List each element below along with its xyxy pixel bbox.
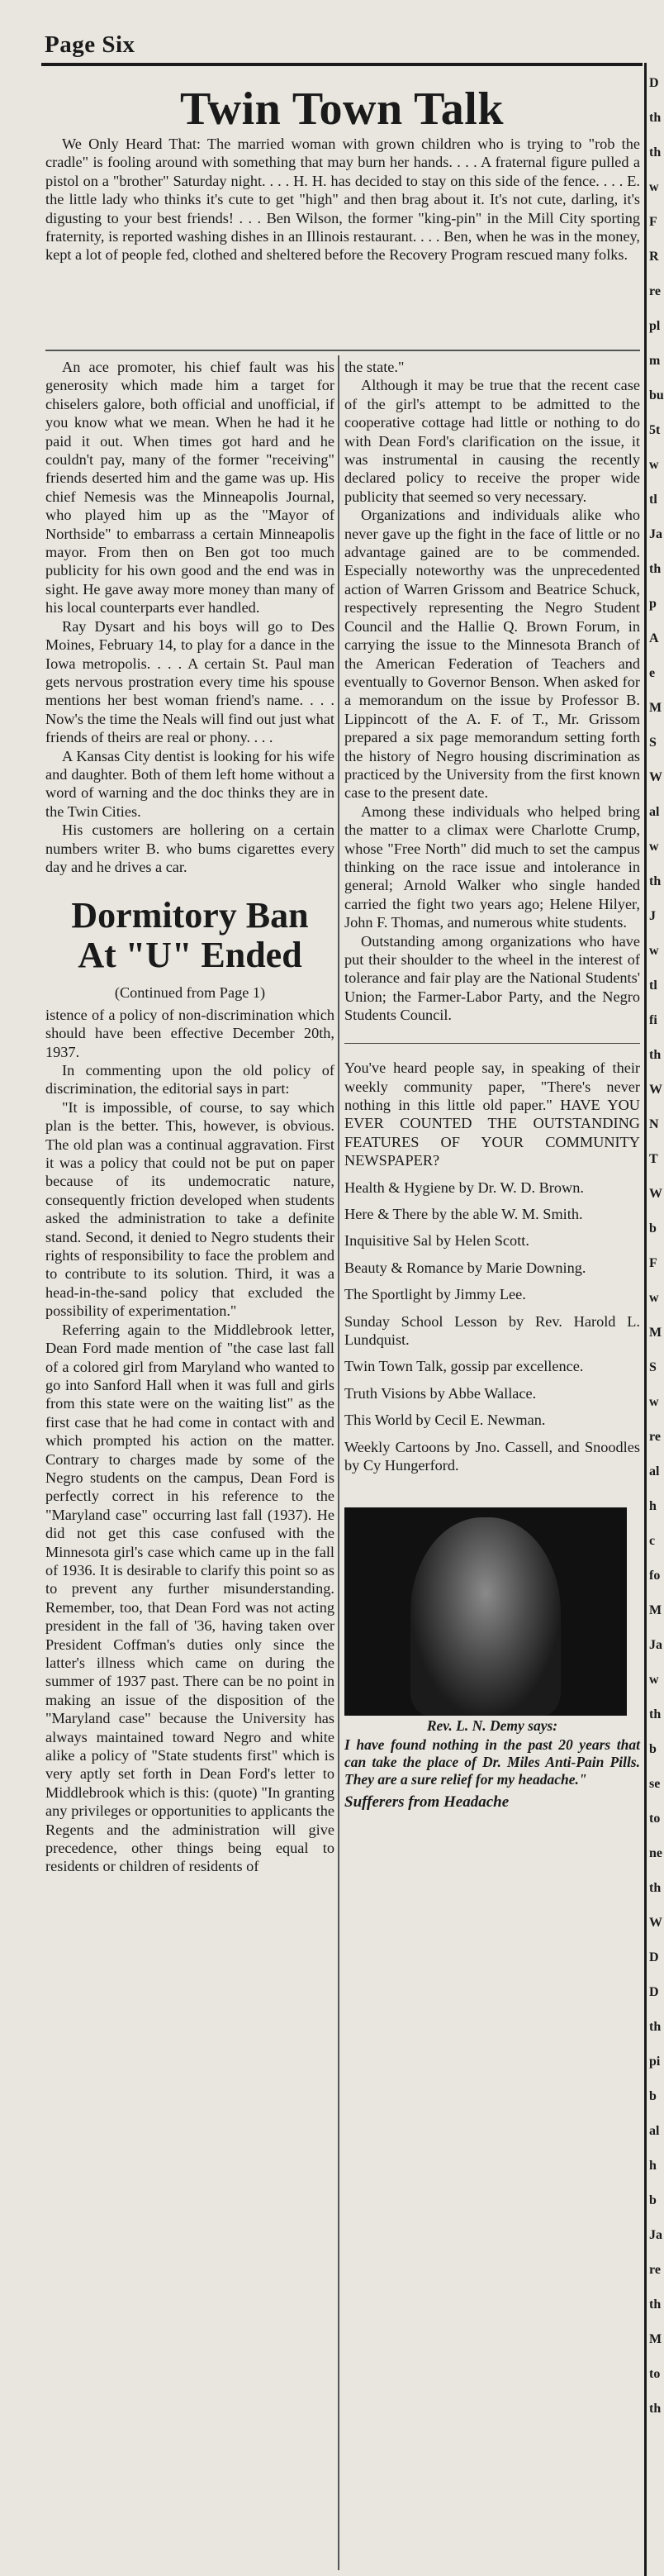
feature-item: Inquisitive Sal by Helen Scott. (344, 1232, 529, 1250)
feature-item: Twin Town Talk, gossip par excellence. (344, 1358, 584, 1375)
strip-fragment: M (649, 1603, 662, 1617)
gossip-paragraph: Ray Dysart and his boys will go to Des Moines, February 14, to play for a dance in the Iowa metropolis. . . . A certain St. Paul man gets nervous prostration every time his spouse mentions her best woman friend's name. . . . Now's the time the Neals will find out just what friends of theirs are real or phony. . . . (45, 617, 334, 746)
continued-note: (Continued from Page 1) (114, 984, 266, 1002)
ad-tail: Sufferers from Headache (344, 1793, 510, 1812)
features-list (344, 1178, 640, 1475)
page-label: Page Six (45, 31, 135, 58)
top-rule (41, 63, 643, 66)
feature-item: Beauty & Romance by Marie Downing. (344, 1259, 586, 1276)
strip-fragment: F (649, 215, 657, 229)
headline-line: At "U" Ended (78, 935, 302, 976)
promo-intro: You've heard people say, in speaking of their weekly community paper, "There's never nothing in this little old paper." HAVE YOU EVER COUNTED THE OUTSTANDING FEATURES OF YOUR COMMUNITY NEWSPAPER? (344, 1059, 640, 1169)
strip-fragment: re (649, 2263, 661, 2277)
strip-fragment: w (649, 840, 659, 854)
feature-item: This World by Cecil E. Newman. (344, 1412, 546, 1429)
strip-fragment: tl (649, 978, 657, 993)
headline-line: Dormitory Ban (71, 895, 309, 936)
feature-item: Weekly Cartoons by Jno. Cassell, and Snoodles by Cy Hungerford. (344, 1438, 640, 1474)
strip-fragment: pi (649, 2055, 661, 2069)
strip-fragment: tl (649, 493, 657, 507)
strip-fragment: ne (649, 1846, 662, 1860)
strip-fragment: re (649, 284, 661, 298)
strip-fragment: 5t (649, 423, 661, 437)
strip-fragment: to (649, 2367, 661, 2381)
strip-fragment: th (649, 111, 662, 125)
strip-fragment: w (649, 458, 659, 472)
strip-fragment: se (649, 1777, 661, 1791)
feature-item: Here & There by the able W. M. Smith. (344, 1205, 583, 1222)
advertisement-photo (344, 1507, 627, 1716)
column-divider (338, 355, 339, 2570)
strip-fragment: th (649, 1881, 662, 1895)
gossip-paragraph: An ace promoter, his chief fault was his generosity which made him a target for chiselers galore, both official and unofficial, if you know what we mean. When he had it he paid it out. When times got hard and he couldn't pay, many of the former "receiving" friends deserted him and the game was up. His chief Nemesis was the Minneapolis Journal, who played him up as the "Mayor of Northside" to embarrass a certain Minneapolis mayor. From then on Ben got too much publicity for his own good and the end was in sight. He gave away more money than many of his local counterparts ever handled. (45, 359, 334, 617)
strip-fragment: D (649, 76, 659, 90)
strip-fragment: al (649, 805, 660, 819)
strip-fragment: b (649, 1742, 657, 1756)
strip-fragment: W (649, 1187, 662, 1201)
strip-fragment: w (649, 944, 659, 958)
promo-divider (344, 1043, 640, 1045)
feature-item: The Sportlight by Jimmy Lee. (344, 1286, 526, 1303)
masthead-title: Twin Town Talk (179, 83, 505, 135)
strip-fragment: th (649, 874, 662, 888)
strip-fragment: th (649, 2020, 662, 2034)
strip-fragment: h (649, 1499, 657, 1513)
strip-fragment: Ja (649, 1638, 662, 1652)
article-paragraph: Organizations and individuals alike who never gave up the fight in the face of little or no advantage gained are to be commended. Especially noteworthy was the unprecedented action of Warren Grissom and Beatrice Schuck, respectively representing the Negro Student Council and the Hallie Q. Brown Forum, in carrying the issue to the Minnesota Branch of the American Federation of Teachers and eventually to Governor Benson. When asked for a memorandum on the issue by Professor B. Lippincott of the A. F. of T., Mr. Grissom prepared a six page memorandum setting forth the history of Negro housing discrimination as practiced by the University from the first known case to the present date. (344, 507, 640, 802)
strip-fragment: M (649, 1326, 662, 1340)
strip-fragment: W (649, 1083, 662, 1097)
strip-fragment: b (649, 2193, 657, 2207)
strip-fragment: S (649, 736, 657, 750)
strip-fragment: Ja (649, 2228, 662, 2242)
intro-section (45, 135, 640, 264)
strip-fragment: J (649, 909, 656, 923)
strip-fragment: M (649, 2332, 662, 2346)
strip-fragment: M (649, 701, 662, 715)
article-paragraph: Outstanding among organizations who have put their shoulder to the wheel in the interest of tolerance and fair play are the National Students' Union; the Farmer-Labor Party, and the Negro Students Council. (344, 932, 640, 1024)
features-promo (344, 1059, 640, 1474)
strip-fragment: th (649, 1048, 662, 1062)
strip-fragment: b (649, 1221, 657, 1236)
article-paragraph: In commenting upon the old policy of discrimination, the editorial says in part: (45, 1062, 334, 1098)
strip-fragment: w (649, 180, 659, 194)
strip-fragment: w (649, 1395, 659, 1409)
strip-fragment: re (649, 1430, 661, 1444)
strip-fragment: fo (649, 1569, 661, 1583)
strip-fragment: D (649, 1950, 659, 1964)
ad-testimonial: I have found nothing in the past 20 years that can take the place of Dr. Miles Anti-Pain Pills. They are a sure relief for my headache." (344, 1736, 640, 1788)
strip-fragment: al (649, 2124, 660, 2138)
strip-fragment: m (649, 354, 661, 368)
strip-fragment: h (649, 2159, 657, 2173)
right-column (344, 358, 640, 1812)
feature-item: Sunday School Lesson by Rev. Harold L. Lundquist. (344, 1312, 640, 1348)
gossip-paragraph: His customers are hollering on a certain numbers writer B. who bums cigarettes every day and he drives a car. (45, 821, 334, 875)
strip-fragment: p (649, 597, 657, 611)
strip-fragment: al (649, 1464, 660, 1478)
strip-fragment: W (649, 770, 662, 784)
strip-fragment: fi (649, 1013, 657, 1027)
strip-fragment: T (649, 1152, 658, 1166)
article-paragraph: Although it may be true that the recent case of the girl's attempt to be admitted to the cooperative cottage had little or nothing to do with Dean Ford's clarification on the issue, it was instrumental in causing the recently declared policy to receive the proper wide publicity that seemed so very necessary. (344, 377, 640, 505)
strip-fragment: pl (649, 319, 661, 333)
strip-fragment: Ja (649, 527, 662, 541)
strip-fragment: bu (649, 388, 664, 402)
strip-fragment: th (649, 562, 662, 576)
gossip-paragraph: A Kansas City dentist is looking for his wife and daughter. Both of them left home without a word of warning and the doc thinks they are in the Twin Cities. (45, 747, 334, 820)
article-paragraph: the state." (344, 359, 405, 375)
article-paragraph: istence of a policy of non-discrimination which should have been effective December 20th, 1937. (45, 1006, 334, 1060)
strip-fragment: S (649, 1360, 657, 1374)
strip-fragment: D (649, 1985, 659, 1999)
article-paragraph: "It is impossible, of course, to say which plan is the better. This, however, is obvious. The old plan was a continual aggravation. First it was a policy that could not be put on paper because of its undemocratic nature, consequently friction developed when students asked the administration to take a definite stand. Second, it denied to Negro students their rights of responsibility to face the problem and to contribute to its solution. Third, it was a head-in-the-sand policy that excluded the possibility of experimentation." (45, 1098, 334, 1320)
feature-item: Truth Visions by Abbe Wallace. (344, 1384, 537, 1402)
strip-fragment: F (649, 1256, 657, 1270)
strip-fragment: N (649, 1117, 659, 1131)
left-column (45, 358, 334, 1876)
strip-fragment: to (649, 1812, 661, 1826)
right-column-rule (644, 63, 647, 2576)
feature-item: Health & Hygiene by Dr. W. D. Brown. (344, 1178, 584, 1196)
strip-fragment: w (649, 1291, 659, 1305)
intro-paragraph: We Only Heard That: The married woman with grown children who is trying to "rob the cradle" is fooling around with something that may burn her hands. . . . A fraternal figure pulled a pistol on a "brother" Saturday night. . . . H. H. has decided to stay on this side of the fence. . . . E. the little lady who thinks it's cute to get "high" and then brag about it. It's not cute, darling, it's digusting to your best friends! . . . Ben Wilson, the former "king-pin" in the Mill City sporting fraternity, is reported washing dishes in an Illinois restaurant. . . . Ben, when he was in the money, kept a lot of people fed, clothed and sheltered before the Recovery Program rescued many folks. (45, 136, 640, 264)
strip-fragment: W (649, 1916, 662, 1930)
dormitory-headline (45, 896, 334, 975)
strip-fragment: th (649, 145, 662, 160)
strip-fragment: th (649, 2402, 662, 2416)
strip-fragment: A (649, 631, 659, 645)
strip-fragment: b (649, 2089, 657, 2103)
portrait-image (410, 1517, 561, 1716)
ad-caption: Rev. L. N. Demy says: (426, 1717, 558, 1735)
strip-fragment: R (649, 250, 659, 264)
article-paragraph: Referring again to the Middlebrook letter, Dean Ford made mention of "the case last fall of a colored girl from Maryland who wanted to go into Sanford Hall when it was full and girls from this state were on the waiting list" as the first case that he had come in contact with and which prompted his action on the matter. Contrary to charges made by some of the Negro students on the campus, Dean Ford is perfectly correct in his reference to the "Maryland case" occurring last fall (1937). He did not get this case confused with the Minnesota girl's case which came up in the fall of 1936. It is desirable to clarify this point so as to prevent any further misunderstanding. Remember, too, that Dean Ford was not acting president in the fall of '36, having taken over President Coffman's duties only since the latter's illness which came on during the summer of 1937 past. There can be no point in making an issue of the disposition of the "Maryland case" because the University has always maintained toward Negro and white alike a policy of "State students first" which is very aptly set forth in Dean Ford's letter to Middlebrook which is this: (quote) "In granting any privileges or opportunities to applicants the Regents and the administration will give precedence, other things being equal to residents or children of residents of (45, 1321, 334, 1875)
article-paragraph: Among these individuals who helped bring the matter to a climax were Charlotte Crump, whose "Free North" did much to set the campus thinking on the race issue and intolerance in general; Arnold Walker who single handed carried the fight two years ago; Helene Hilyer, John F. Thomas, and numerous white students. (344, 802, 640, 931)
strip-fragment: c (649, 1534, 656, 1548)
strip-fragment: w (649, 1673, 659, 1687)
section-divider (45, 350, 640, 351)
strip-fragment: e (649, 666, 656, 680)
strip-fragment: th (649, 1707, 662, 1721)
adjacent-page-strip (649, 74, 662, 2435)
strip-fragment: th (649, 2297, 662, 2312)
